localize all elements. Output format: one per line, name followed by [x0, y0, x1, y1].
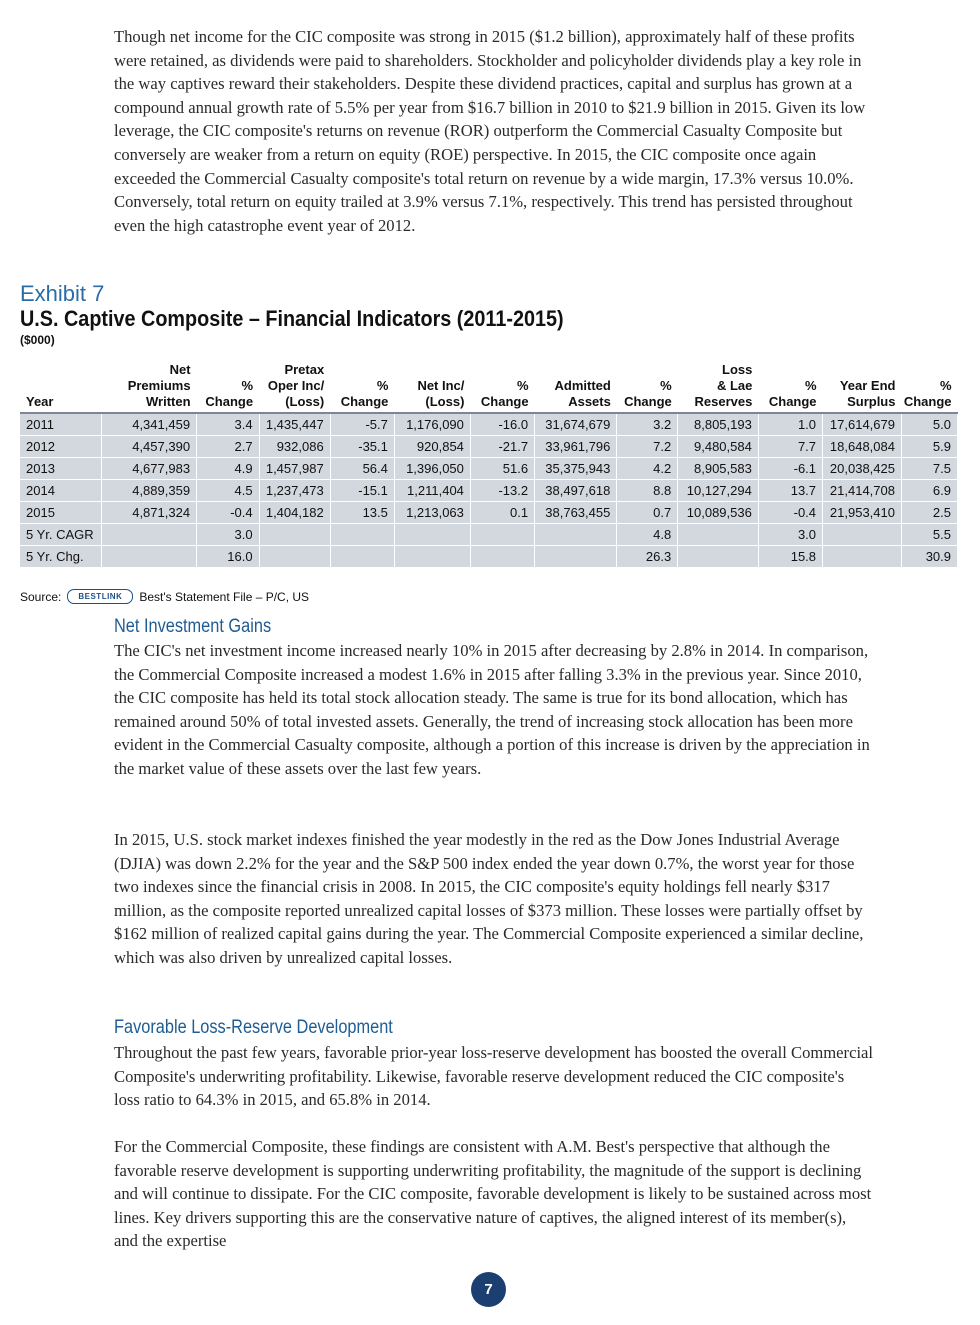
table-cell: -35.1 [330, 436, 394, 458]
table-row-label: 5 Yr. Chg. [20, 546, 102, 568]
table-cell: 4.8 [617, 524, 678, 546]
col-header-surplus: Year End Surplus [839, 378, 896, 409]
table-cell: 3.2 [617, 413, 678, 436]
table-cell: 1,457,987 [259, 458, 330, 480]
col-header-net-premiums: Net Premiums Written [127, 362, 191, 409]
table-cell: 16.0 [197, 546, 260, 568]
table-cell: 1,211,404 [394, 480, 470, 502]
table-cell: 21,414,708 [823, 480, 902, 502]
table-cell: 30.9 [901, 546, 957, 568]
table-cell: 4.9 [197, 458, 260, 480]
table-cell: 8.8 [617, 480, 678, 502]
table-row-label: 2011 [20, 413, 102, 436]
table-cell: 1,237,473 [259, 480, 330, 502]
table-cell: 3.0 [758, 524, 822, 546]
table-cell: -21.7 [470, 436, 534, 458]
table-cell [823, 546, 902, 568]
section-heading-net-investment-gains: Net Investment Gains [114, 616, 272, 637]
table-cell: 31,674,679 [535, 413, 617, 436]
table-row [20, 546, 958, 568]
table-row [20, 458, 958, 480]
col-header-loss-reserves: Loss & Lae Reserves [694, 362, 753, 409]
intro-paragraph: Though net income for the CIC composite was strong in 2015 ($1.2 billion), approximately half of these profits were retained, as dividends were paid to shareholders. Stockholder and policyholder dividends play a key role in the way captives reward their stakeholders. Despite these dividend practices, capital and surplus has grown at a compound annual growth rate of 5.5% per year from $16.7 billion in 2010 to $21.9 billion in 2015. Given its low leverage, the CIC composite's returns on revenue (ROR) outperform the Commercial Casualty Composite but conversely are weaker from a return on equity (ROE) perspective. In 2015, the CIC composite once again exceeded the Commercial Casualty composite's total return on revenue by a wide margin, 17.3% versus 10.0%. Conversely, total return on equity trailed at 3.9% versus 7.1%, respectively. This trend has persisted throughout even the high catastrophe event year of 2012. [114, 27, 866, 235]
table-cell: 7.7 [758, 436, 822, 458]
table-cell [259, 546, 330, 568]
col-header-change: % Change [205, 378, 254, 409]
table-cell [330, 524, 394, 546]
table-cell: 6.9 [901, 480, 957, 502]
table-cell [259, 524, 330, 546]
table-cell: 15.8 [758, 546, 822, 568]
table-cell [678, 546, 759, 568]
col-header-year: Year [26, 394, 54, 409]
table-cell: 8,805,193 [678, 413, 759, 436]
table-cell: 33,961,796 [535, 436, 617, 458]
table-cell: 4,341,459 [102, 413, 197, 436]
source-prefix: Source: [20, 589, 62, 604]
table-row [20, 480, 958, 502]
table-cell: 9,480,584 [678, 436, 759, 458]
table-cell: 13.7 [758, 480, 822, 502]
bestlink-logo-icon: BESTLINK [67, 589, 133, 604]
section2-paragraph-1: Throughout the past few years, favorable prior-year loss-reserve development has boosted the overall Commercial Composite's underwriting profitability. Likewise, favorable reserve development reduced the CIC composite's loss ratio to 64.3% in 2015, and 65.8% in 2014. [114, 1043, 874, 1110]
col-header-change: % Change [480, 378, 529, 409]
table-cell: 18,648,084 [823, 436, 902, 458]
table-cell [535, 546, 617, 568]
table-cell: 1,213,063 [394, 502, 470, 524]
table-cell [678, 524, 759, 546]
table-cell: 4.5 [197, 480, 260, 502]
exhibit-label: Exhibit 7 [20, 281, 105, 306]
table-cell: -6.1 [758, 458, 822, 480]
table-cell: 1,396,050 [394, 458, 470, 480]
table-cell: 0.7 [617, 502, 678, 524]
table-cell: 35,375,943 [535, 458, 617, 480]
table-cell: 7.5 [901, 458, 957, 480]
table-cell: 0.1 [470, 502, 534, 524]
table-cell: 5.5 [901, 524, 957, 546]
table-cell: -5.7 [330, 413, 394, 436]
table-header-row [20, 362, 958, 413]
table-cell: 4,677,983 [102, 458, 197, 480]
table-cell: 38,763,455 [535, 502, 617, 524]
table-cell: 4,871,324 [102, 502, 197, 524]
section-heading-favorable-loss-reserve: Favorable Loss-Reserve Development [114, 1017, 393, 1038]
table-cell: 21,953,410 [823, 502, 902, 524]
table-cell: -16.0 [470, 413, 534, 436]
exhibit-title: U.S. Captive Composite – Financial Indicators (2011-2015) [20, 306, 564, 331]
table-cell: 5.9 [901, 436, 957, 458]
table-cell: 4.2 [617, 458, 678, 480]
table-cell: 56.4 [330, 458, 394, 480]
col-header-change: % Change [340, 378, 389, 409]
table-cell: 2.7 [197, 436, 260, 458]
table-cell: 38,497,618 [535, 480, 617, 502]
section1-paragraph-1: The CIC's net investment income increased nearly 10% in 2015 after decreasing by 2.8% in 2014. In comparison, the Commercial Composite increased a modest 1.6% in 2015 after falling 3.3% in the previous year. Since 2010, the CIC composite has held its total stock allocation steady. The same is true for its bond allocation, which has remained around 50% of total invested assets. Generally, the trend of increasing stock allocation has been more evident in the Commercial Casualty composite, although a portion of this increase is driven by the appreciation in the market value of these assets over the last few years. [114, 641, 870, 778]
table-cell: 7.2 [617, 436, 678, 458]
table-cell [823, 524, 902, 546]
table-cell: 4,889,359 [102, 480, 197, 502]
table-cell [394, 524, 470, 546]
col-header-admitted-assets: Admitted Assets [554, 378, 611, 409]
table-cell: 20,038,425 [823, 458, 902, 480]
col-header-change: % Change [768, 378, 817, 409]
col-header-change: % Change [624, 378, 672, 409]
table-cell [102, 546, 197, 568]
table-cell: 4,457,390 [102, 436, 197, 458]
table-cell: 1,176,090 [394, 413, 470, 436]
table-cell [394, 546, 470, 568]
table-row [20, 524, 958, 546]
col-header-pretax: Pretax Oper Inc/ (Loss) [267, 362, 325, 409]
table-cell: 5.0 [901, 413, 957, 436]
table-cell: 17,614,679 [823, 413, 902, 436]
exhibit-units: ($000) [20, 333, 55, 347]
table-cell [535, 524, 617, 546]
table-cell: -13.2 [470, 480, 534, 502]
table-cell: -0.4 [197, 502, 260, 524]
table-cell: 10,127,294 [678, 480, 759, 502]
col-header-net-income: Net Inc/ (Loss) [417, 378, 465, 409]
source-text: Best's Statement File – P/C, US [139, 589, 310, 604]
table-row-label: 2012 [20, 436, 102, 458]
table-cell: 10,089,536 [678, 502, 759, 524]
table-cell [102, 524, 197, 546]
table-cell [470, 524, 534, 546]
page-number-badge: 7 [471, 1272, 506, 1307]
table-row [20, 413, 958, 436]
table-cell: -0.4 [758, 502, 822, 524]
table-row-label: 2014 [20, 480, 102, 502]
table-cell: 932,086 [259, 436, 330, 458]
table-cell: 13.5 [330, 502, 394, 524]
table-cell: 26.3 [617, 546, 678, 568]
table-body [20, 413, 958, 568]
table-row [20, 436, 958, 458]
table-cell [330, 546, 394, 568]
financial-indicators-table [20, 362, 958, 568]
table-cell: -15.1 [330, 480, 394, 502]
table-cell: 1,404,182 [259, 502, 330, 524]
col-header-change: % Change [903, 378, 952, 409]
table-cell: 920,854 [394, 436, 470, 458]
table-cell: 1,435,447 [259, 413, 330, 436]
table-cell: 1.0 [758, 413, 822, 436]
section1-paragraph-2: In 2015, U.S. stock market indexes finished the year modestly in the red as the Dow Jones Industrial Average (DJIA) was down 2.2% for the year and the S&P 500 index ended the year down 0.7%, the worst year for those two indexes since the financial crisis in 2008. In 2015, the CIC composite's equity holdings fell nearly $317 million, as the composite reported unrealized capital losses of $373 million. These losses were partially offset by $162 million of realized capital gains during the year. The Commercial Composite experienced a similar decline, which was also driven by unrealized capital losses. [114, 830, 864, 967]
table-cell: 8,905,583 [678, 458, 759, 480]
table-cell: 51.6 [470, 458, 534, 480]
table-row-label: 2015 [20, 502, 102, 524]
table-row-label: 2013 [20, 458, 102, 480]
table-row-label: 5 Yr. CAGR [20, 524, 102, 546]
section2-paragraph-2: For the Commercial Composite, these findings are consistent with A.M. Best's perspective that although the favorable reserve development is supporting underwriting profitability, the magnitude of the support is declining and will continue to dissipate. For the CIC composite, favorable development is likely to be sustained across most lines. Key drivers supporting this are the conservative nature of captives, the aligned interest of its member(s), and the expertise [114, 1137, 872, 1251]
table-row [20, 502, 958, 524]
table-cell: 3.0 [197, 524, 260, 546]
table-cell: 3.4 [197, 413, 260, 436]
table-cell [470, 546, 534, 568]
table-cell: 2.5 [901, 502, 957, 524]
source-line [20, 589, 309, 604]
